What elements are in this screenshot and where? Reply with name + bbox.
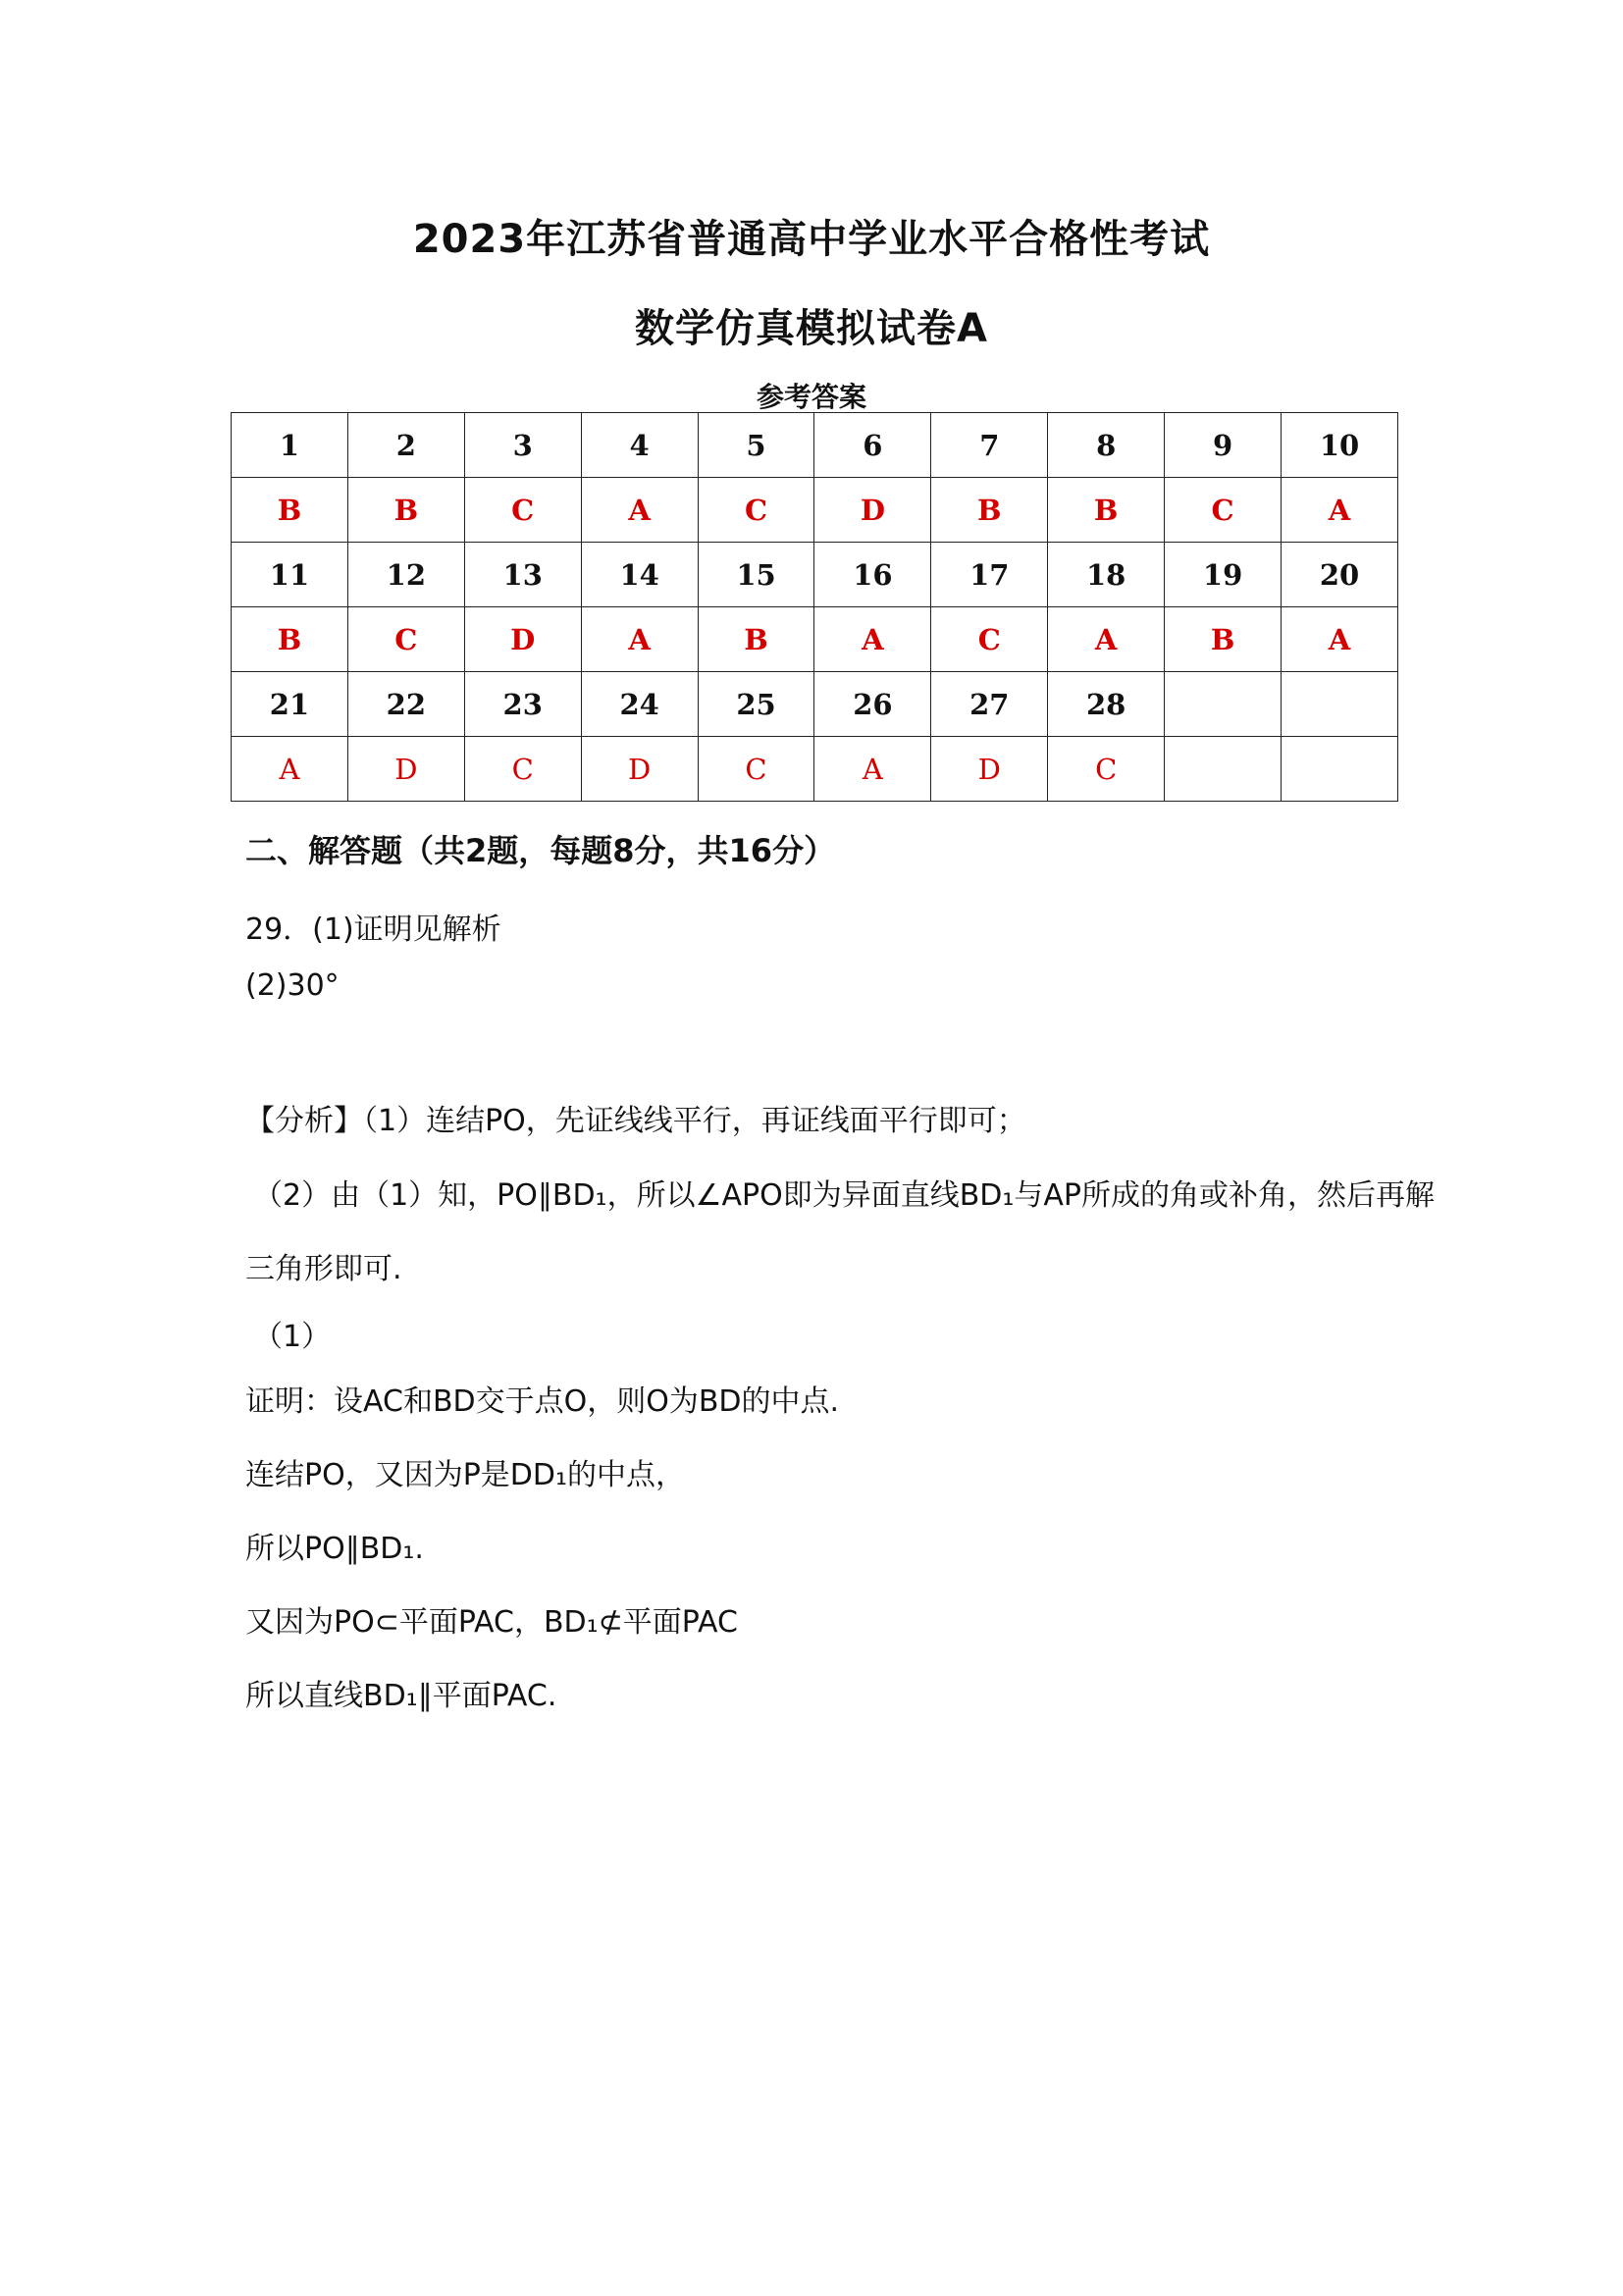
question-number: 20 bbox=[1282, 543, 1398, 607]
answer-table-answer-row bbox=[232, 737, 1398, 802]
answer-choice: C bbox=[1165, 478, 1282, 543]
question-number: 19 bbox=[1165, 543, 1282, 607]
answer-choice: B bbox=[698, 607, 814, 672]
answer-table-number-row bbox=[232, 543, 1398, 607]
answer-choice: B bbox=[931, 478, 1048, 543]
question-number: 7 bbox=[931, 413, 1048, 478]
proof-line: 证明：设AC和BD交于点O，则O为BD的中点. bbox=[245, 1384, 840, 1419]
question-number: 24 bbox=[581, 672, 698, 737]
question-number: 16 bbox=[814, 543, 931, 607]
answer-choice: A bbox=[1282, 478, 1398, 543]
q29-part1-answer: 29．(1)证明见解析 bbox=[245, 913, 501, 947]
answer-choice: A bbox=[814, 737, 931, 802]
question-number: 12 bbox=[347, 543, 464, 607]
q29-part2-answer: (2)30° bbox=[245, 968, 340, 1003]
answer-choice: C bbox=[1048, 737, 1165, 802]
part-label: （1） bbox=[253, 1320, 332, 1354]
answer-choice: A bbox=[1048, 607, 1165, 672]
analysis-line: 【分析】（1）连结PO，先证线线平行，再证线面平行即可； bbox=[245, 1104, 1026, 1138]
answer-choice: C bbox=[464, 478, 581, 543]
empty-cell bbox=[1282, 672, 1398, 737]
proof-line: 所以直线BD₁∥平面PAC. bbox=[245, 1679, 557, 1713]
answer-table bbox=[231, 412, 1398, 802]
answer-table-number-row bbox=[232, 413, 1398, 478]
answer-choice: D bbox=[464, 607, 581, 672]
question-number: 8 bbox=[1048, 413, 1165, 478]
question-number: 3 bbox=[464, 413, 581, 478]
proof-line: 又因为PO⊂平面PAC，BD₁⊄平面PAC bbox=[245, 1605, 738, 1640]
question-number: 5 bbox=[698, 413, 814, 478]
analysis-line: 三角形即可. bbox=[245, 1252, 402, 1286]
question-number: 1 bbox=[232, 413, 348, 478]
question-number: 25 bbox=[698, 672, 814, 737]
question-number: 15 bbox=[698, 543, 814, 607]
question-number: 22 bbox=[347, 672, 464, 737]
empty-cell bbox=[1165, 672, 1282, 737]
answer-choice: B bbox=[1165, 607, 1282, 672]
proof-line: 所以PO∥BD₁. bbox=[245, 1532, 424, 1566]
answer-choice: D bbox=[814, 478, 931, 543]
answer-choice: D bbox=[931, 737, 1048, 802]
answer-choice: D bbox=[347, 737, 464, 802]
answer-choice: B bbox=[232, 478, 348, 543]
empty-cell bbox=[1282, 737, 1398, 802]
question-number: 26 bbox=[814, 672, 931, 737]
document-subtitle: 数学仿真模拟试卷A bbox=[635, 306, 988, 351]
answer-choice: D bbox=[581, 737, 698, 802]
question-number: 13 bbox=[464, 543, 581, 607]
answer-table-answer-row bbox=[232, 607, 1398, 672]
answer-table-number-row bbox=[232, 672, 1398, 737]
answer-choice: C bbox=[347, 607, 464, 672]
question-number: 6 bbox=[814, 413, 931, 478]
question-number: 4 bbox=[581, 413, 698, 478]
question-number: 21 bbox=[232, 672, 348, 737]
answer-choice: C bbox=[931, 607, 1048, 672]
analysis-line: （2）由（1）知，PO∥BD₁，所以∠APO即为异面直线BD₁与AP所成的角或补角，然后再解 bbox=[253, 1178, 1436, 1213]
answer-key-caption: 参考答案 bbox=[756, 381, 866, 413]
answer-choice: C bbox=[464, 737, 581, 802]
question-number: 27 bbox=[931, 672, 1048, 737]
answer-choice: A bbox=[232, 737, 348, 802]
answer-choice: A bbox=[581, 478, 698, 543]
answer-choice: A bbox=[814, 607, 931, 672]
question-number: 23 bbox=[464, 672, 581, 737]
section-heading: 二、解答题（共2题，每题8分，共16分） bbox=[245, 832, 836, 869]
question-number: 9 bbox=[1165, 413, 1282, 478]
question-number: 14 bbox=[581, 543, 698, 607]
proof-line: 连结PO，又因为P是DD₁的中点， bbox=[245, 1458, 686, 1492]
empty-cell bbox=[1165, 737, 1282, 802]
document-title: 2023年江苏省普通高中学业水平合格性考试 bbox=[412, 217, 1211, 262]
question-number: 18 bbox=[1048, 543, 1165, 607]
question-number: 28 bbox=[1048, 672, 1165, 737]
question-number: 2 bbox=[347, 413, 464, 478]
answer-choice: C bbox=[698, 478, 814, 543]
answer-choice: A bbox=[581, 607, 698, 672]
answer-choice: B bbox=[347, 478, 464, 543]
question-number: 11 bbox=[232, 543, 348, 607]
answer-choice: A bbox=[1282, 607, 1398, 672]
answer-choice: B bbox=[1048, 478, 1165, 543]
answer-choice: B bbox=[232, 607, 348, 672]
answer-table-answer-row bbox=[232, 478, 1398, 543]
answer-choice: C bbox=[698, 737, 814, 802]
question-number: 17 bbox=[931, 543, 1048, 607]
question-number: 10 bbox=[1282, 413, 1398, 478]
